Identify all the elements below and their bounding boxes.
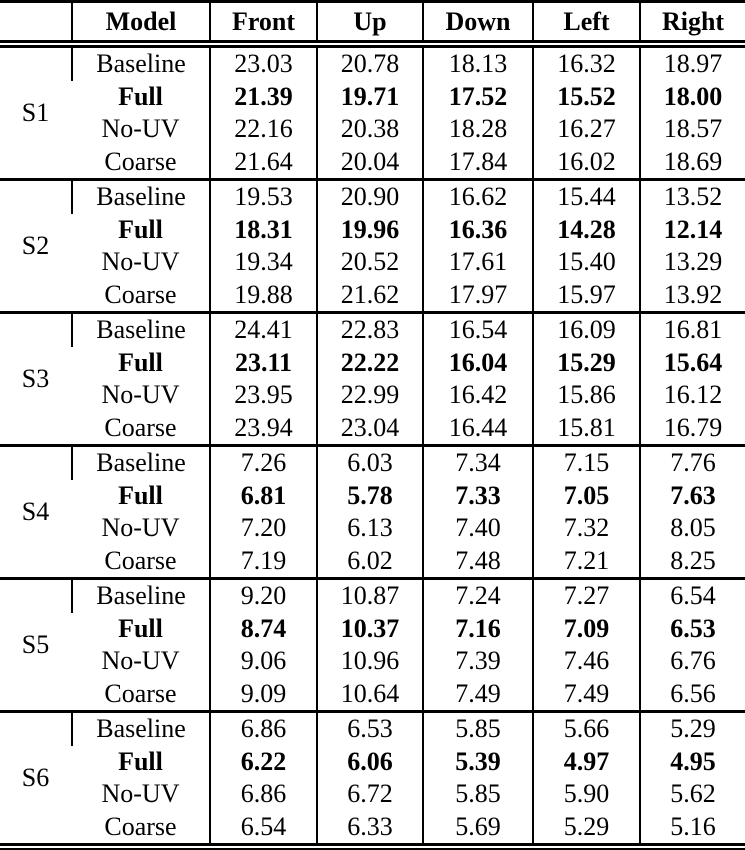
value-cell: 9.06 bbox=[210, 645, 317, 678]
value-cell: 5.39 bbox=[423, 746, 533, 779]
value-cell: 8.25 bbox=[640, 545, 745, 579]
table-row bbox=[0, 113, 745, 146]
value-cell: 8.74 bbox=[210, 613, 317, 646]
value-cell: 15.64 bbox=[640, 347, 745, 380]
value-cell: 6.86 bbox=[210, 712, 317, 746]
model-cell: No-UV bbox=[101, 646, 180, 676]
table-row bbox=[0, 545, 745, 579]
table-row bbox=[0, 146, 745, 180]
table-row bbox=[0, 512, 745, 545]
value-cell: 9.09 bbox=[210, 678, 317, 712]
value-cell: 24.41 bbox=[210, 313, 317, 347]
value-cell: 19.88 bbox=[210, 279, 317, 313]
value-cell: 6.02 bbox=[317, 545, 423, 579]
value-cell: 6.86 bbox=[210, 778, 317, 811]
value-cell: 7.33 bbox=[423, 480, 533, 513]
value-cell: 16.44 bbox=[423, 412, 533, 446]
value-cell: 17.61 bbox=[423, 246, 533, 279]
model-cell: Full bbox=[118, 347, 163, 377]
subject-label: S5 bbox=[21, 630, 50, 659]
model-cell: Baseline bbox=[72, 712, 210, 746]
value-cell: 23.94 bbox=[210, 412, 317, 446]
value-cell: 9.20 bbox=[210, 579, 317, 613]
value-cell: 7.76 bbox=[640, 446, 745, 480]
subject-label: S1 bbox=[21, 98, 50, 127]
value-cell: 16.42 bbox=[423, 379, 533, 412]
value-cell: 20.04 bbox=[317, 146, 423, 180]
value-cell: 7.15 bbox=[533, 446, 640, 480]
value-cell: 6.13 bbox=[317, 512, 423, 545]
table-row bbox=[0, 579, 745, 613]
subject-block bbox=[0, 446, 745, 579]
value-cell: 20.90 bbox=[317, 180, 423, 214]
value-cell: 20.52 bbox=[317, 246, 423, 279]
value-cell: 7.48 bbox=[423, 545, 533, 579]
value-cell: 7.34 bbox=[423, 446, 533, 480]
value-cell: 6.54 bbox=[640, 579, 745, 613]
value-cell: 7.19 bbox=[210, 545, 317, 579]
table-row bbox=[0, 480, 745, 513]
value-cell: 6.76 bbox=[640, 645, 745, 678]
model-cell: No-UV bbox=[101, 513, 180, 543]
model-cell: Coarse bbox=[104, 545, 177, 575]
value-cell: 5.90 bbox=[533, 778, 640, 811]
value-cell: 15.86 bbox=[533, 379, 640, 412]
table-row bbox=[0, 778, 745, 811]
value-cell: 15.52 bbox=[533, 81, 640, 114]
table-row bbox=[0, 246, 745, 279]
value-cell: 16.81 bbox=[640, 313, 745, 347]
value-cell: 15.81 bbox=[533, 412, 640, 446]
value-cell: 16.04 bbox=[423, 347, 533, 380]
value-cell: 5.29 bbox=[533, 811, 640, 848]
value-cell: 7.27 bbox=[533, 579, 640, 613]
value-cell: 22.83 bbox=[317, 313, 423, 347]
value-cell: 16.27 bbox=[533, 113, 640, 146]
model-cell: Full bbox=[118, 214, 163, 244]
value-cell: 22.22 bbox=[317, 347, 423, 380]
value-cell: 23.04 bbox=[317, 412, 423, 446]
value-cell: 7.26 bbox=[210, 446, 317, 480]
column-header: Right bbox=[640, 2, 745, 45]
table-row bbox=[0, 313, 745, 347]
value-cell: 19.71 bbox=[317, 81, 423, 114]
value-cell: 7.21 bbox=[533, 545, 640, 579]
value-cell: 18.57 bbox=[640, 113, 745, 146]
value-cell: 6.22 bbox=[210, 746, 317, 779]
table-row bbox=[0, 214, 745, 247]
value-cell: 16.09 bbox=[533, 313, 640, 347]
value-cell: 21.39 bbox=[210, 81, 317, 114]
value-cell: 6.33 bbox=[317, 811, 423, 848]
value-cell: 5.16 bbox=[640, 811, 745, 848]
table-row bbox=[0, 645, 745, 678]
value-cell: 7.40 bbox=[423, 512, 533, 545]
table-row bbox=[0, 379, 745, 412]
value-cell: 8.05 bbox=[640, 512, 745, 545]
model-cell: Coarse bbox=[104, 412, 177, 442]
value-cell: 17.52 bbox=[423, 81, 533, 114]
model-cell: Coarse bbox=[104, 279, 177, 309]
column-header: Left bbox=[533, 2, 640, 45]
value-cell: 7.05 bbox=[533, 480, 640, 513]
value-cell: 16.02 bbox=[533, 146, 640, 180]
value-cell: 22.16 bbox=[210, 113, 317, 146]
value-cell: 7.32 bbox=[533, 512, 640, 545]
model-cell: Baseline bbox=[72, 44, 210, 81]
value-cell: 15.44 bbox=[533, 180, 640, 214]
value-cell: 10.37 bbox=[317, 613, 423, 646]
value-cell: 7.49 bbox=[423, 678, 533, 712]
column-header: Down bbox=[423, 2, 533, 45]
value-cell: 16.54 bbox=[423, 313, 533, 347]
model-cell: Coarse bbox=[104, 146, 177, 176]
value-cell: 16.62 bbox=[423, 180, 533, 214]
table-row bbox=[0, 811, 745, 848]
value-cell: 20.38 bbox=[317, 113, 423, 146]
value-cell: 5.69 bbox=[423, 811, 533, 848]
model-cell: Coarse bbox=[104, 678, 177, 708]
table-row bbox=[0, 678, 745, 712]
value-cell: 5.85 bbox=[423, 778, 533, 811]
value-cell: 17.97 bbox=[423, 279, 533, 313]
table-row bbox=[0, 81, 745, 114]
model-cell: Full bbox=[118, 480, 163, 510]
subject-block bbox=[0, 579, 745, 712]
subject-block bbox=[0, 313, 745, 446]
value-cell: 18.69 bbox=[640, 146, 745, 180]
value-cell: 17.84 bbox=[423, 146, 533, 180]
value-cell: 6.56 bbox=[640, 678, 745, 712]
model-cell: Coarse bbox=[104, 811, 177, 841]
value-cell: 5.29 bbox=[640, 712, 745, 746]
model-cell: Baseline bbox=[72, 446, 210, 480]
model-cell: Baseline bbox=[72, 579, 210, 613]
value-cell: 5.85 bbox=[423, 712, 533, 746]
model-cell: Full bbox=[118, 613, 163, 643]
value-cell: 7.24 bbox=[423, 579, 533, 613]
value-cell: 18.28 bbox=[423, 113, 533, 146]
model-cell: Baseline bbox=[72, 313, 210, 347]
subject-label: S6 bbox=[21, 763, 50, 792]
table-row bbox=[0, 746, 745, 779]
value-cell: 6.54 bbox=[210, 811, 317, 848]
value-cell: 23.95 bbox=[210, 379, 317, 412]
subject-block bbox=[0, 44, 745, 180]
value-cell: 6.72 bbox=[317, 778, 423, 811]
subject-label: S3 bbox=[21, 364, 50, 393]
table-row bbox=[0, 613, 745, 646]
value-cell: 14.28 bbox=[533, 214, 640, 247]
value-cell: 15.40 bbox=[533, 246, 640, 279]
column-header: Front bbox=[210, 2, 317, 45]
value-cell: 10.87 bbox=[317, 579, 423, 613]
value-cell: 5.66 bbox=[533, 712, 640, 746]
table-row bbox=[0, 44, 745, 81]
table-row bbox=[0, 712, 745, 746]
value-cell: 18.31 bbox=[210, 214, 317, 247]
value-cell: 5.78 bbox=[317, 480, 423, 513]
model-cell: No-UV bbox=[101, 247, 180, 277]
corner-header-cell bbox=[0, 2, 72, 45]
model-cell: No-UV bbox=[101, 380, 180, 410]
value-cell: 16.32 bbox=[533, 44, 640, 81]
model-cell: Full bbox=[118, 81, 163, 111]
value-cell: 23.11 bbox=[210, 347, 317, 380]
value-cell: 5.62 bbox=[640, 778, 745, 811]
value-cell: 6.81 bbox=[210, 480, 317, 513]
value-cell: 6.53 bbox=[317, 712, 423, 746]
value-cell: 6.53 bbox=[640, 613, 745, 646]
value-cell: 7.16 bbox=[423, 613, 533, 646]
value-cell: 13.52 bbox=[640, 180, 745, 214]
model-cell: Baseline bbox=[72, 180, 210, 214]
subject-block bbox=[0, 180, 745, 313]
column-header: Up bbox=[317, 2, 423, 45]
model-cell: Full bbox=[118, 746, 163, 776]
value-cell: 16.36 bbox=[423, 214, 533, 247]
value-cell: 6.06 bbox=[317, 746, 423, 779]
value-cell: 19.34 bbox=[210, 246, 317, 279]
value-cell: 20.78 bbox=[317, 44, 423, 81]
value-cell: 23.03 bbox=[210, 44, 317, 81]
subject-label: S2 bbox=[21, 231, 50, 260]
value-cell: 7.49 bbox=[533, 678, 640, 712]
value-cell: 21.62 bbox=[317, 279, 423, 313]
value-cell: 13.92 bbox=[640, 279, 745, 313]
table-row bbox=[0, 446, 745, 480]
column-header: Model bbox=[72, 2, 210, 45]
table-header bbox=[0, 2, 745, 45]
model-cell: No-UV bbox=[101, 114, 180, 144]
value-cell: 4.95 bbox=[640, 746, 745, 779]
value-cell: 7.39 bbox=[423, 645, 533, 678]
value-cell: 7.63 bbox=[640, 480, 745, 513]
subject-block bbox=[0, 712, 745, 848]
value-cell: 15.29 bbox=[533, 347, 640, 380]
value-cell: 18.13 bbox=[423, 44, 533, 81]
value-cell: 7.46 bbox=[533, 645, 640, 678]
value-cell: 10.96 bbox=[317, 645, 423, 678]
value-cell: 7.20 bbox=[210, 512, 317, 545]
table-row bbox=[0, 279, 745, 313]
table-row bbox=[0, 412, 745, 446]
value-cell: 10.64 bbox=[317, 678, 423, 712]
model-cell: No-UV bbox=[101, 779, 180, 809]
value-cell: 16.79 bbox=[640, 412, 745, 446]
value-cell: 7.09 bbox=[533, 613, 640, 646]
subject-label: S4 bbox=[21, 497, 50, 526]
value-cell: 12.14 bbox=[640, 214, 745, 247]
header-row bbox=[0, 2, 745, 45]
table-row bbox=[0, 347, 745, 380]
value-cell: 21.64 bbox=[210, 146, 317, 180]
value-cell: 18.00 bbox=[640, 81, 745, 114]
table-row bbox=[0, 180, 745, 214]
value-cell: 18.97 bbox=[640, 44, 745, 81]
value-cell: 16.12 bbox=[640, 379, 745, 412]
value-cell: 19.96 bbox=[317, 214, 423, 247]
value-cell: 22.99 bbox=[317, 379, 423, 412]
value-cell: 13.29 bbox=[640, 246, 745, 279]
value-cell: 6.03 bbox=[317, 446, 423, 480]
value-cell: 15.97 bbox=[533, 279, 640, 313]
value-cell: 19.53 bbox=[210, 180, 317, 214]
value-cell: 4.97 bbox=[533, 746, 640, 779]
